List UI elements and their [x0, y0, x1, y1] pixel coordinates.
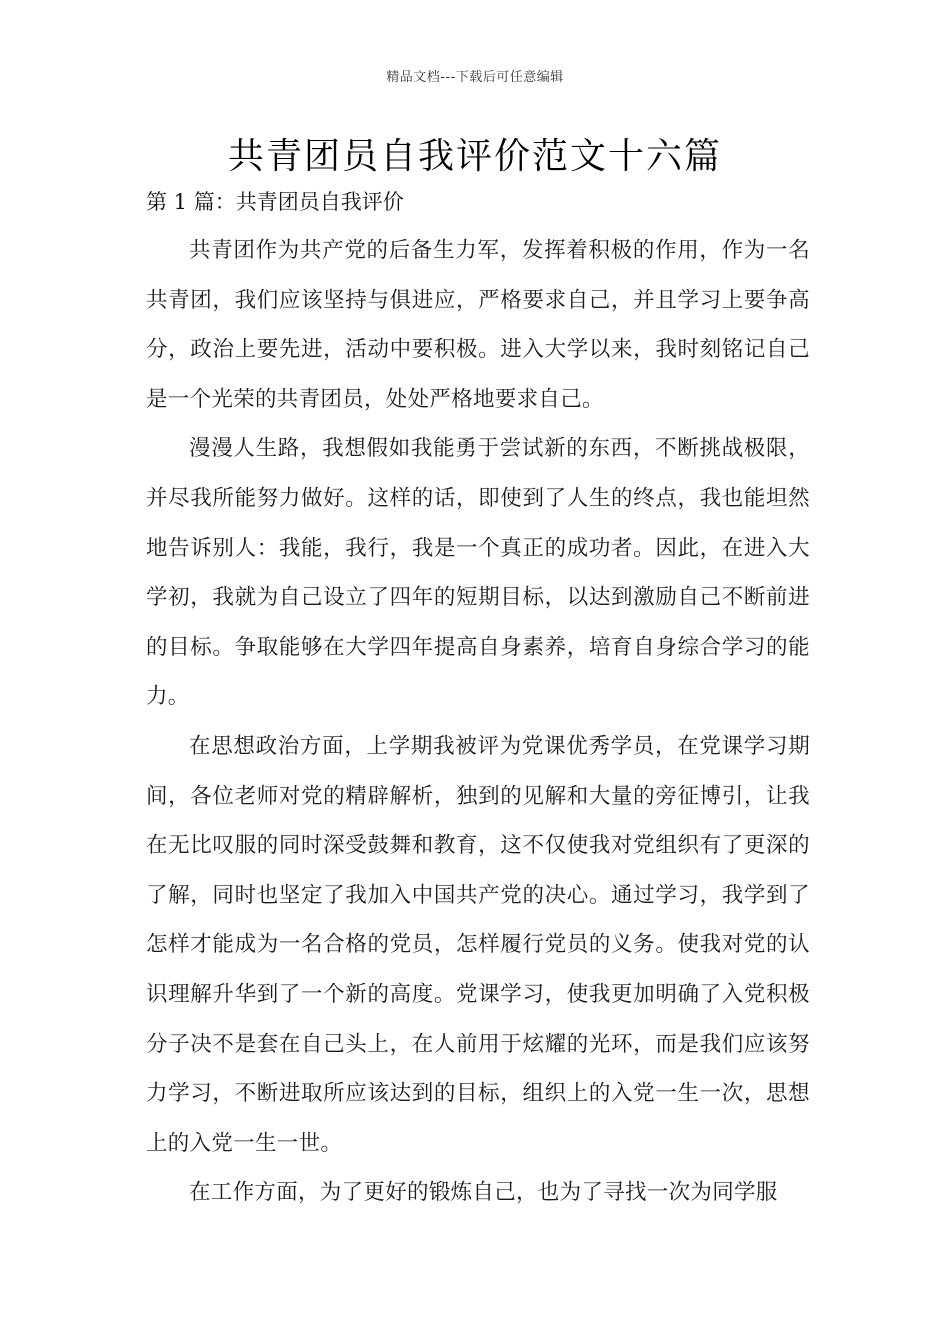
paragraph-1: 共青团作为共产党的后备生力军，发挥着积极的作用，作为一名共青团，我们应该坚持与俱进应，严格要求自己，并且学习上要争高分，政治上要先进，活动中要积极。进入大学以来，我时刻铭记自己是一个光荣的共青团员，处处严格地要求自己。 — [146, 238, 810, 412]
paragraph-3: 在思想政治方面，上学期我被评为党课优秀学员，在党课学习期间，各位老师对党的精辟解析，独到的见解和大量的旁征博引，让我在无比叹服的同时深受鼓舞和教育，这不仅使我对党组织有了更深的了解，同时也坚定了我加入中国共产党的决心。通过学习，我学到了怎样才能成为一名合格的党员，怎样履行党员的义务。使我对党的认识理解升华到了一个新的高度。党课学习，使我更加明确了入党积极分子决不是套在自己头上，在人前用于炫耀的光环，而是我们应该努力学习，不断进取所应该达到的目标，组织上的入党一生一次，思想上的入党一生一世。 — [146, 733, 810, 1156]
paragraph-4: 在工作方面，为了更好的锻炼自己，也为了寻找一次为同学服 — [189, 1180, 778, 1206]
header-note: 精品文档---下载后可任意编辑 — [386, 70, 564, 85]
section-heading: 第 1 篇：共青团员自我评价 — [146, 190, 404, 214]
document-title: 共青团员自我评价范文十六篇 — [227, 136, 722, 177]
document-body — [146, 226, 810, 1218]
paragraph-2: 漫漫人生路，我想假如我能勇于尝试新的东西，不断挑战极限，并尽我所能努力做好。这样的话，即使到了人生的终点，我也能坦然地告诉别人：我能，我行，我是一个真正的成功者。因此，在进入大学初，我就为自己设立了四年的短期目标，以达到激励自己不断前进的目标。争取能够在大学四年提高自身素养，培育自身综合学习的能力。 — [146, 436, 810, 710]
